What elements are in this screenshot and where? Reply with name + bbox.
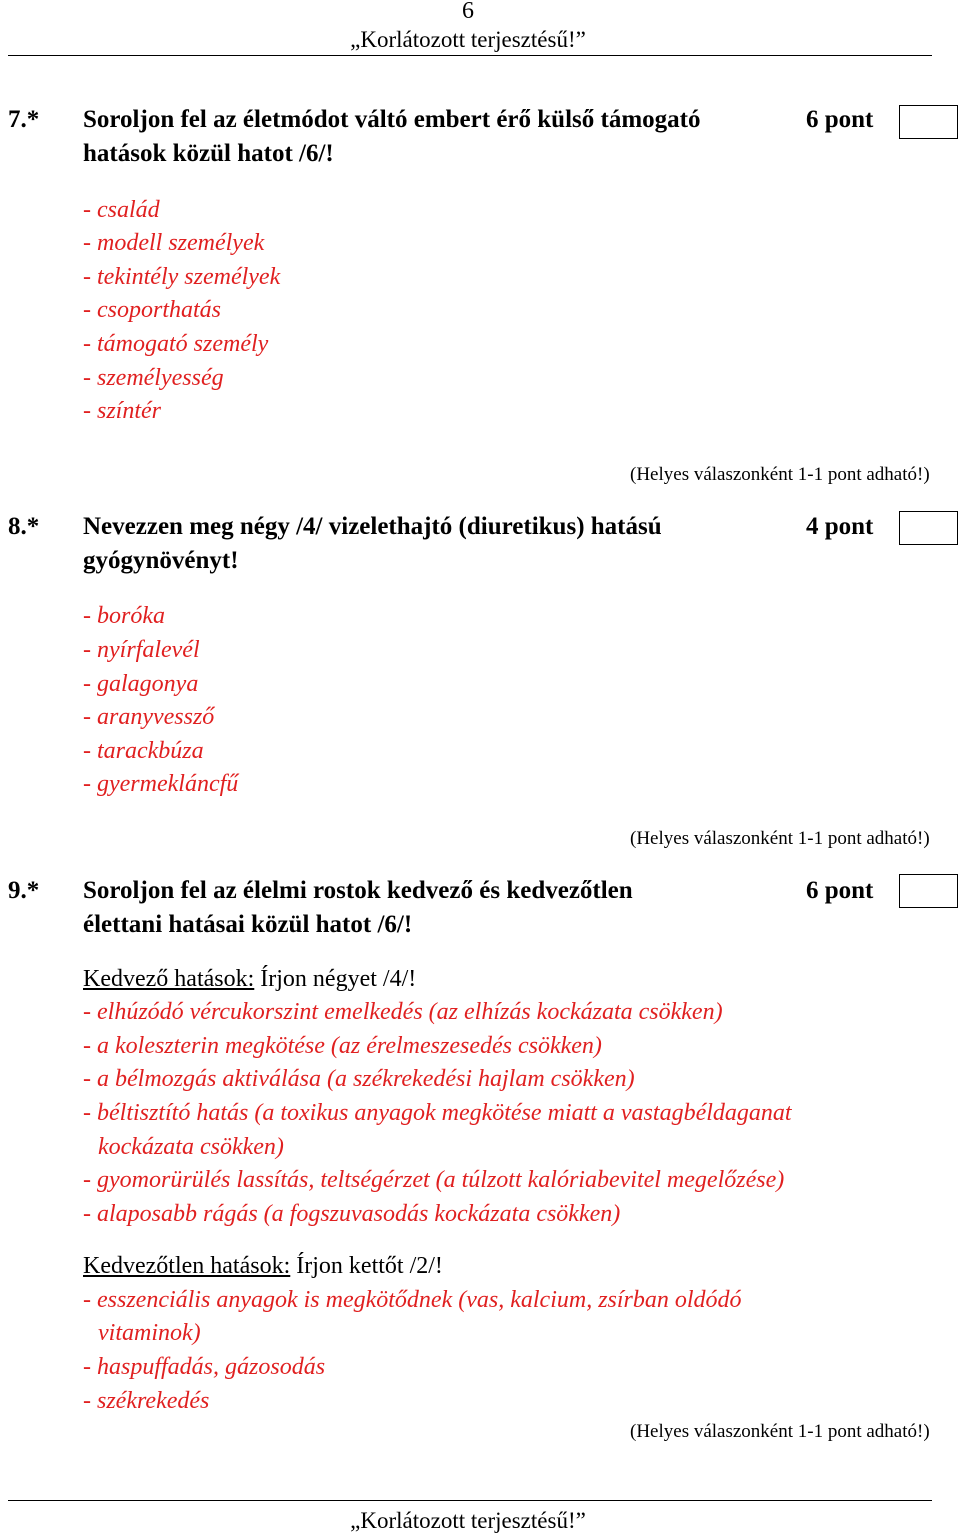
question-7-points: 6 pont bbox=[806, 106, 874, 133]
answer-line: - béltisztító hatás (a toxikus anyagok megkötése miatt a vastagbéldaganat bbox=[83, 1100, 792, 1126]
favorable-effects-heading bbox=[83, 966, 416, 993]
answer-line: - aranyvessző bbox=[83, 704, 215, 730]
answer-line: - támogató személy bbox=[83, 331, 269, 357]
favorable-effects-label: Kedvező hatások: bbox=[83, 966, 255, 992]
answer-line: - csoporthatás bbox=[83, 297, 221, 323]
answer-line: - a bélmozgás aktiválása (a székrekedési hajlam csökken) bbox=[83, 1066, 635, 1092]
answer-line: - család bbox=[83, 197, 160, 223]
question-7-number: 7.* bbox=[8, 106, 40, 133]
footer-distribution-notice: „Korlátozott terjesztésű!” bbox=[350, 1508, 586, 1533]
answer-line: - tarackbúza bbox=[83, 738, 204, 764]
answer-line: - személyesség bbox=[83, 365, 224, 391]
header-distribution-notice: „Korlátozott terjesztésű!” bbox=[350, 27, 586, 52]
unfavorable-effects-heading bbox=[83, 1253, 443, 1280]
question-7-text-line-1: Soroljon fel az életmódot váltó embert érő külső támogató bbox=[83, 106, 701, 133]
question-8-text-line-2: gyógynövényt! bbox=[83, 547, 239, 574]
answer-line: - színtér bbox=[83, 398, 161, 424]
page-number: 6 bbox=[462, 0, 474, 24]
question-9-points: 6 pont bbox=[806, 877, 874, 904]
question-9-scoring-note: (Helyes válaszonként 1-1 pont adható!) bbox=[630, 1421, 930, 1442]
favorable-effects-instruction: Írjon négyet /4/! bbox=[254, 966, 417, 992]
answer-line: - boróka bbox=[83, 603, 165, 629]
footer-rule bbox=[8, 1500, 932, 1501]
answer-line: - esszenciális anyagok is megkötődnek (vas, kalcium, zsírban oldódó bbox=[83, 1287, 742, 1313]
answer-line: - modell személyek bbox=[83, 230, 265, 256]
question-9-score-box[interactable] bbox=[899, 874, 958, 908]
question-8-score-box[interactable] bbox=[899, 511, 958, 545]
answer-line: - gyomorürülés lassítás, teltségérzet (a túlzott kalóriabevitel megelőzése) bbox=[83, 1167, 785, 1193]
answer-line: - székrekedés bbox=[83, 1388, 210, 1414]
answer-line: - a koleszterin megkötése (az érelmeszesedés csökken) bbox=[83, 1033, 602, 1059]
question-7-scoring-note: (Helyes válaszonként 1-1 pont adható!) bbox=[630, 464, 930, 485]
question-8-text-line-1: Nevezzen meg négy /4/ vizelethajtó (diuretikus) hatású bbox=[83, 513, 662, 540]
header-rule bbox=[8, 55, 932, 56]
answer-line: - gyermekláncfű bbox=[83, 771, 239, 797]
question-8-number: 8.* bbox=[8, 513, 40, 540]
question-8-scoring-note: (Helyes válaszonként 1-1 pont adható!) bbox=[630, 828, 930, 849]
question-8-points: 4 pont bbox=[806, 513, 874, 540]
question-7-score-box[interactable] bbox=[899, 105, 958, 139]
answer-line: - alaposabb rágás (a fogszuvasodás kockázata csökken) bbox=[83, 1201, 621, 1227]
unfavorable-effects-instruction: Írjon kettőt /2/! bbox=[290, 1253, 443, 1279]
question-9-text-line-1: Soroljon fel az élelmi rostok kedvező és kedvezőtlen bbox=[83, 877, 633, 904]
answer-line: - tekintély személyek bbox=[83, 264, 281, 290]
answer-line-continuation: vitaminok) bbox=[98, 1320, 201, 1346]
answer-line: - haspuffadás, gázosodás bbox=[83, 1354, 326, 1380]
question-7-text-line-2: hatások közül hatot /6/! bbox=[83, 140, 334, 167]
answer-line-continuation: kockázata csökken) bbox=[98, 1134, 284, 1160]
answer-line: - galagonya bbox=[83, 671, 199, 697]
answer-line: - nyírfalevél bbox=[83, 637, 200, 663]
unfavorable-effects-label: Kedvezőtlen hatások: bbox=[83, 1253, 291, 1279]
answer-line: - elhúzódó vércukorszint emelkedés (az elhízás kockázata csökken) bbox=[83, 999, 723, 1025]
question-9-number: 9.* bbox=[8, 877, 40, 904]
question-9-text-line-2: élettani hatásai közül hatot /6/! bbox=[83, 911, 413, 938]
